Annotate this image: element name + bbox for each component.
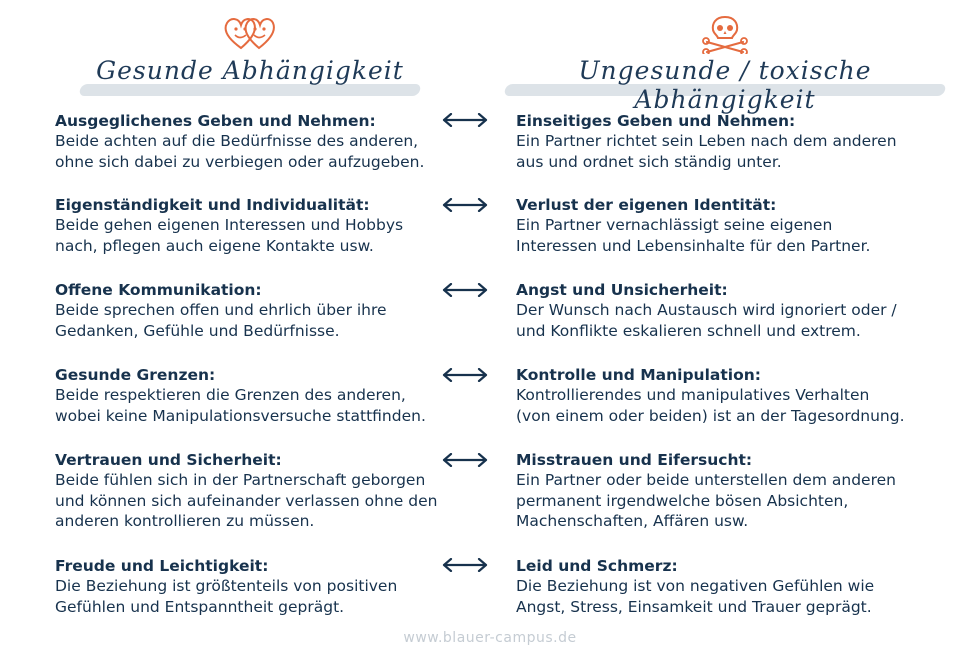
item-text: Beide achten auf die Bedürfnisse des anderen, ohne sich dabei zu verbiegen oder aufzugeben. (55, 132, 425, 171)
item-heading: Freude und Leichtigkeit: (55, 557, 269, 575)
item-text: Beide sprechen offen und ehrlich über ihre Gedanken, Gefühle und Bedürfnisse. (55, 301, 387, 340)
double-arrow-icon (441, 113, 489, 127)
double-arrow-icon (441, 198, 489, 212)
item-heading: Ausgeglichenes Geben und Nehmen: (55, 112, 376, 130)
item-heading: Leid und Schmerz: (516, 557, 678, 575)
double-arrow-icon (441, 558, 489, 572)
item-heading: Einseitiges Geben und Nehmen: (516, 112, 796, 130)
toxic-item (516, 365, 956, 426)
item-text: Die Beziehung ist von negativen Gefühlen wie Angst, Stress, Einsamkeit und Trauer geprägt. (516, 577, 875, 616)
toxic-item (516, 195, 956, 256)
healthy-item (55, 280, 455, 341)
double-arrow-icon (441, 453, 489, 467)
item-heading: Kontrolle und Manipulation: (516, 366, 761, 384)
double-arrow-icon (441, 283, 489, 297)
toxic-item (516, 556, 956, 617)
item-heading: Verlust der eigenen Identität: (516, 196, 777, 214)
item-heading: Eigenständigkeit und Individualität: (55, 196, 370, 214)
item-heading: Offene Kommunikation: (55, 281, 262, 299)
hearts-icon (221, 14, 279, 56)
healthy-item (55, 556, 455, 617)
item-heading: Misstrauen und Eifersucht: (516, 451, 753, 469)
footer-url: www.blauer-campus.de (403, 630, 577, 646)
item-text: Beide fühlen sich in der Partnerschaft geborgen und können sich aufeinander verlassen ohne den anderen kontrollieren zu müssen. (55, 471, 438, 530)
item-heading: Gesunde Grenzen: (55, 366, 216, 384)
header-healthy (80, 14, 420, 104)
toxic-item (516, 450, 956, 532)
toxic-item (516, 280, 956, 341)
item-text: Der Wunsch nach Austausch wird ignoriert oder / und Konflikte eskalieren schnell und extrem. (516, 301, 897, 340)
healthy-item (55, 111, 455, 172)
header-toxic (505, 14, 945, 114)
item-heading: Vertrauen und Sicherheit: (55, 451, 282, 469)
item-text: Ein Partner vernachlässigt seine eigenen Interessen und Lebensinhalte für den Partner. (516, 216, 871, 255)
healthy-item (55, 195, 455, 256)
skull-crossbones-icon (701, 14, 749, 58)
header-title-toxic: Ungesunde / toxische Abhängigkeit (578, 56, 872, 114)
item-text: Beide gehen eigenen Interessen und Hobbys nach, pflegen auch eigene Kontakte usw. (55, 216, 404, 255)
brush-stroke (78, 84, 421, 96)
double-arrow-icon (441, 368, 489, 382)
item-heading: Angst und Unsicherheit: (516, 281, 728, 299)
toxic-item (516, 111, 956, 172)
healthy-item (55, 450, 455, 532)
healthy-item (55, 365, 455, 426)
header-title-healthy: Gesunde Abhängigkeit (96, 56, 404, 85)
item-text: Ein Partner richtet sein Leben nach dem anderen aus und ordnet sich ständig unter. (516, 132, 897, 171)
item-text: Die Beziehung ist größtenteils von positiven Gefühlen und Entspanntheit geprägt. (55, 577, 398, 616)
item-text: Ein Partner oder beide unterstellen dem anderen permanent irgendwelche bösen Absichten, Machenschaften, Affären usw. (516, 471, 896, 530)
item-text: Kontrollierendes und manipulatives Verhalten (von einem oder beiden) ist an der Tagesordnung. (516, 386, 905, 425)
item-text: Beide respektieren die Grenzen des anderen, wobei keine Manipulationsversuche stattfinden. (55, 386, 426, 425)
